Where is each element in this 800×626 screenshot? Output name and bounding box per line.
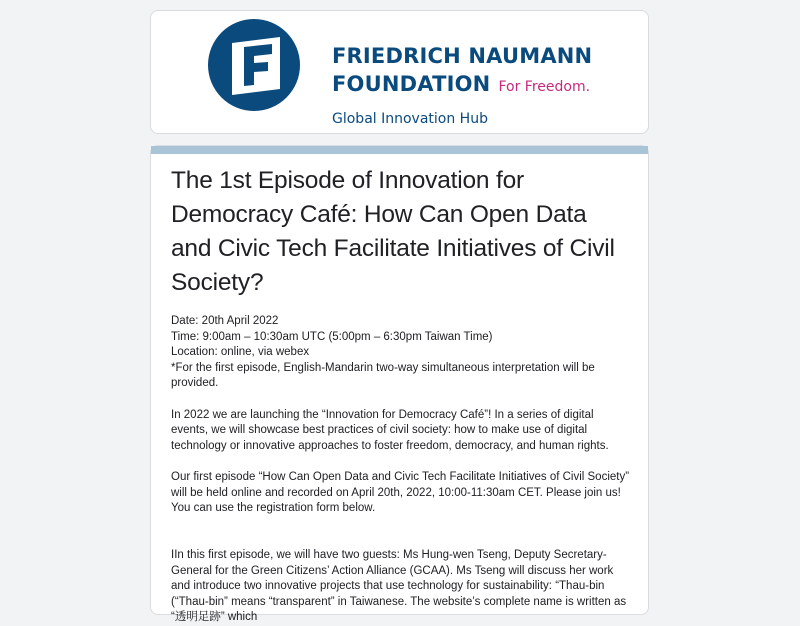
form-title: The 1st Episode of Innovation for Democracy Café: How Can Open Data and Civic Tech Facilitate Initiatives of Civil Society? [171, 167, 615, 296]
episode-paragraph: Our first episode “How Can Open Data and Civic Tech Facilitate Initiatives of Civil Society” will be held online and recorded on April 20th, 2022, 10:00-11:30am CET. Please join us! You can use the registration form below. [171, 470, 630, 515]
fnf-logo-icon [208, 19, 300, 111]
logo-tagline: For Freedom. [498, 79, 591, 95]
logo-text-line2 [332, 72, 590, 96]
logo-text-foundation: FOUNDATION [332, 72, 491, 96]
guests-paragraph: IIn this first episode, we will have two guests: Ms Hung-wen Tseng, Deputy Secretary-General for the Green Citizens’ Action Alliance (GCAA). Ms Tseng will discuss her work and introduce two innovative projects that use technology for sustainability: “Thau-bin (“Thau-bin” means “transparent” in Taiwanese. The website’s complete name is written as “透明足跡” which [171, 548, 627, 624]
intro-paragraph: In 2022 we are launching the “Innovation for Democracy Café”! In a series of digital events, we will showcase best practices of civil society: how to make use of digital technology or innovative approaches to foster freedom, democracy, and human rights. [171, 408, 609, 452]
interpretation-note: *For the first episode, English-Mandarin two-way simultaneous interpretation will be provided. [171, 361, 595, 390]
logo-subtitle: Global Innovation Hub [332, 111, 488, 127]
logo-text-line1: FRIEDRICH NAUMANN [332, 44, 593, 68]
card-body [171, 164, 633, 626]
form-description [171, 314, 633, 626]
event-location: Location: online, via webex [171, 346, 310, 359]
event-time: Time: 9:00am – 10:30am UTC (5:00pm – 6:30pm Taiwan Time) [171, 330, 493, 343]
header-banner [150, 10, 649, 134]
event-date: Date: 20th April 2022 [171, 315, 279, 327]
card-accent-bar [151, 146, 648, 154]
form-header-card [150, 145, 649, 624]
